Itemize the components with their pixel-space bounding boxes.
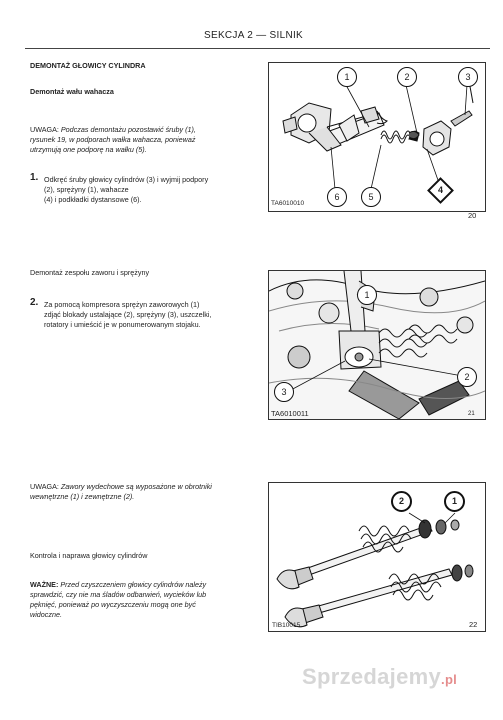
callout-2: 2 <box>391 491 412 512</box>
note-2-line: Zawory wydechowe są wyposażone w obrotniki <box>58 482 212 491</box>
note-1-label: UWAGA: <box>30 125 59 134</box>
figure-number: 22 <box>469 620 478 629</box>
figure-number: 20 <box>468 211 477 220</box>
figure-number: 21 <box>468 411 475 417</box>
section-title: SEKCJA 2 — SILNIK <box>204 30 304 41</box>
callout-1: 1 <box>444 491 465 512</box>
callout-5: 5 <box>361 187 381 207</box>
note-2-line: wewnętrzne (1) i zewnętrzne (2). <box>30 492 135 501</box>
important-line: sprawdzić, czy nie ma śladów odbarwień, wycieków lub <box>30 590 207 599</box>
main-heading: DEMONTAŻ GŁOWICY CYLINDRA <box>30 61 146 70</box>
step-1-line: Odkręć śruby głowicy cylindrów (3) i wyjmij podpory <box>44 175 209 184</box>
step-number: 2. <box>30 297 39 308</box>
important-label: WAŻNE: <box>30 580 59 589</box>
step-number: 1. <box>30 172 39 183</box>
figure-code: TA6010010 <box>271 200 305 207</box>
step-1-line: (4) i podkładki dystansowe (6). <box>44 195 142 204</box>
figure-code: TA6010011 <box>271 409 309 418</box>
callout-4: 4 <box>427 177 454 204</box>
important-line: pęknięć, ponieważ po wyczyszczeniu mogą one być <box>30 600 196 609</box>
step-1-line: (2), sprężyny (1), wahacze <box>44 185 129 194</box>
step-2-line: zdjąć blokady ustalające (2), sprężyny (3), uszczelki, <box>44 310 212 319</box>
figure-valves-rotators <box>268 482 486 632</box>
subheading-rocker-shaft: Demontaż wału wahacza <box>30 87 114 96</box>
callout-2: 2 <box>397 67 417 87</box>
page-header <box>25 28 490 49</box>
important-line: widoczne. <box>30 610 62 619</box>
figure-code: TIB10015 <box>272 622 301 629</box>
note-1-line: Podczas demontażu pozostawić śruby (1), <box>58 125 196 134</box>
figure-valve-spring-compressor <box>268 270 486 420</box>
callout-3: 3 <box>458 67 478 87</box>
valve-spring-compressor-illustration <box>269 271 485 419</box>
step-2-line: rotatory i umieścić je w ponumerowanym stojaku. <box>44 320 201 329</box>
watermark: Sprzedajemy.pl <box>302 664 458 689</box>
callout-6: 6 <box>327 187 347 207</box>
callout-3: 3 <box>274 382 294 402</box>
note-1-line: rysunek 19, w podporach wałka wahacza, ponieważ <box>30 135 196 144</box>
callout-1: 1 <box>337 67 357 87</box>
step-2-line: Za pomocą kompresora sprężyn zaworowych (1) <box>44 300 200 309</box>
subheading-valve-spring: Demontaż zespołu zaworu i sprężyny <box>30 268 150 277</box>
note-1-line: utrzymują one podporę na wałku (5). <box>30 145 147 154</box>
note-2-label: UWAGA: <box>30 482 59 491</box>
subheading-inspection: Kontrola i naprawa głowicy cylindrów <box>30 551 148 560</box>
callout-1: 1 <box>357 285 377 305</box>
callout-2: 2 <box>457 367 477 387</box>
important-line: Przed czyszczeniem głowicy cylindrów należy <box>58 580 207 589</box>
figure-rocker-shaft <box>268 62 486 212</box>
